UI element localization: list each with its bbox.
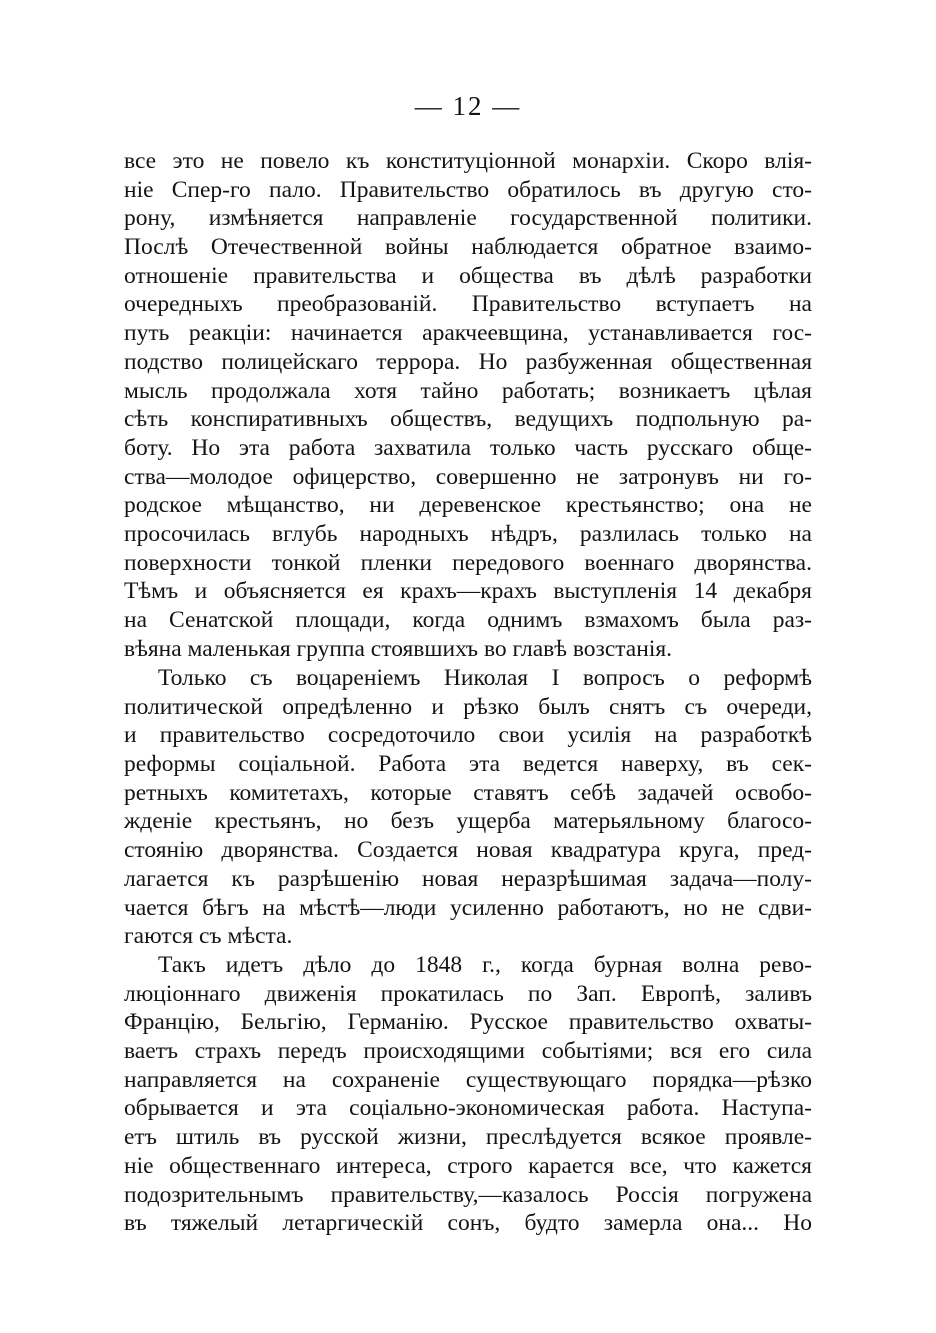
text-line: и правительство сосредоточило свои усилiя на разработкѣ bbox=[124, 722, 812, 749]
text-line: жденiе крестьянъ, но безъ ущерба матерьяльному благосо- bbox=[124, 808, 812, 835]
text-line: етъ штиль въ русской жизни, преслѣдуется всякое проявле- bbox=[124, 1124, 812, 1151]
text-line: Францiю, Бельгiю, Германiю. Русское правительство охваты- bbox=[124, 1009, 812, 1036]
text-line: нiе общественнаго интереса, строго карается все, что кажется bbox=[124, 1152, 812, 1179]
text-line: все это не повело къ конституцiонной монархiи. Скоро влiя- bbox=[124, 148, 812, 174]
text-line: сѣть конспиративныхъ обществъ, ведущихъ подпольную ра- bbox=[124, 406, 812, 433]
text-line: Тѣмъ и объясняется ея крахъ—крахъ выступленiя 14 декабря bbox=[124, 578, 812, 605]
text-line: направляется на сохраненiе существующаго порядка—рѣзко bbox=[124, 1066, 812, 1093]
text-line: на Сенатской площади, когда однимъ взмахомъ была раз- bbox=[124, 607, 812, 633]
text-line: ваетъ страхъ передъ происходящими событiями; вся его сила bbox=[124, 1038, 812, 1065]
text-line: рону, измѣняется направленiе государственной политики. bbox=[124, 205, 812, 232]
text-line: родское мѣщанство, ни деревенское крестьянство; она не bbox=[124, 492, 812, 519]
text-line: нiе Спер-го пало. Правительство обратилось въ другую сто- bbox=[124, 176, 812, 203]
text-line: гаются съ мѣста. bbox=[124, 923, 293, 950]
text-line: очередныхъ преобразованiй. Правительство вступаетъ на bbox=[124, 291, 812, 318]
text-line: въ тяжелый летаргическiй сонъ, будто замерла она... Но bbox=[124, 1210, 812, 1237]
text-line: политической опредѣленно и рѣзко былъ снятъ съ очереди, bbox=[124, 693, 812, 720]
text-line: стоянiю дворянства. Создается новая квадратура круга, пред- bbox=[124, 837, 812, 864]
text-line: Послѣ Отечественной войны наблюдается обратное взаимо- bbox=[124, 234, 812, 261]
text-line: подозрительнымъ правительству,—казалось Россiя погружена bbox=[124, 1181, 812, 1208]
text-line: отношенiе правительства и общества въ дѣлѣ разработки bbox=[124, 262, 812, 289]
text-line: лагается къ разрѣшенiю новая неразрѣшимая задача—полу- bbox=[124, 865, 812, 892]
text-line: вѣяна маленькая группа стоявшихъ во главѣ возстанiя. bbox=[124, 635, 673, 662]
paragraph-3 bbox=[124, 951, 812, 1238]
text-line: поверхности тонкой пленки передового военнаго дворянства. bbox=[124, 549, 812, 576]
page-number: — 12 — bbox=[414, 91, 522, 121]
text-line: подство полицейскаго террора. Но разбуженная общественная bbox=[124, 348, 812, 375]
paragraph-1 bbox=[124, 147, 812, 663]
text-line: чается бѣгъ на мѣстѣ—люди усиленно работаютъ, но не сдви- bbox=[124, 894, 812, 921]
paragraph-2 bbox=[124, 664, 812, 951]
text-line: Такъ идетъ дѣло до 1848 г., когда бурная волна рево- bbox=[158, 952, 812, 978]
text-line: просочилась вглубь народныхъ нѣдръ, разлилась только на bbox=[124, 520, 812, 547]
text-line: путь реакцiи: начинается аракчеевщина, устанавливается гос- bbox=[124, 320, 812, 347]
text-line: обрывается и эта соцiально-экономическая работа. Наступа- bbox=[124, 1095, 812, 1122]
text-line: ства—молодое офицерство, совершенно не затронувъ ни го- bbox=[124, 463, 812, 490]
text-line: боту. Но эта работа захватила только часть русскаго обще- bbox=[124, 434, 812, 461]
text-line: Только съ воцаренiемъ Николая I вопросъ о реформѣ bbox=[158, 665, 812, 691]
text-line: люцiоннаго движенiя прокатилась по Зап. Европѣ, заливъ bbox=[124, 980, 812, 1007]
text-line: ретныхъ комитетахъ, которые ставятъ себѣ задачей освобо- bbox=[124, 779, 812, 806]
text-line: мысль продолжала хотя тайно работать; возникаетъ цѣлая bbox=[124, 377, 812, 404]
text-line: реформы соцiальной. Работа эта ведется наверху, въ сек- bbox=[124, 751, 812, 778]
